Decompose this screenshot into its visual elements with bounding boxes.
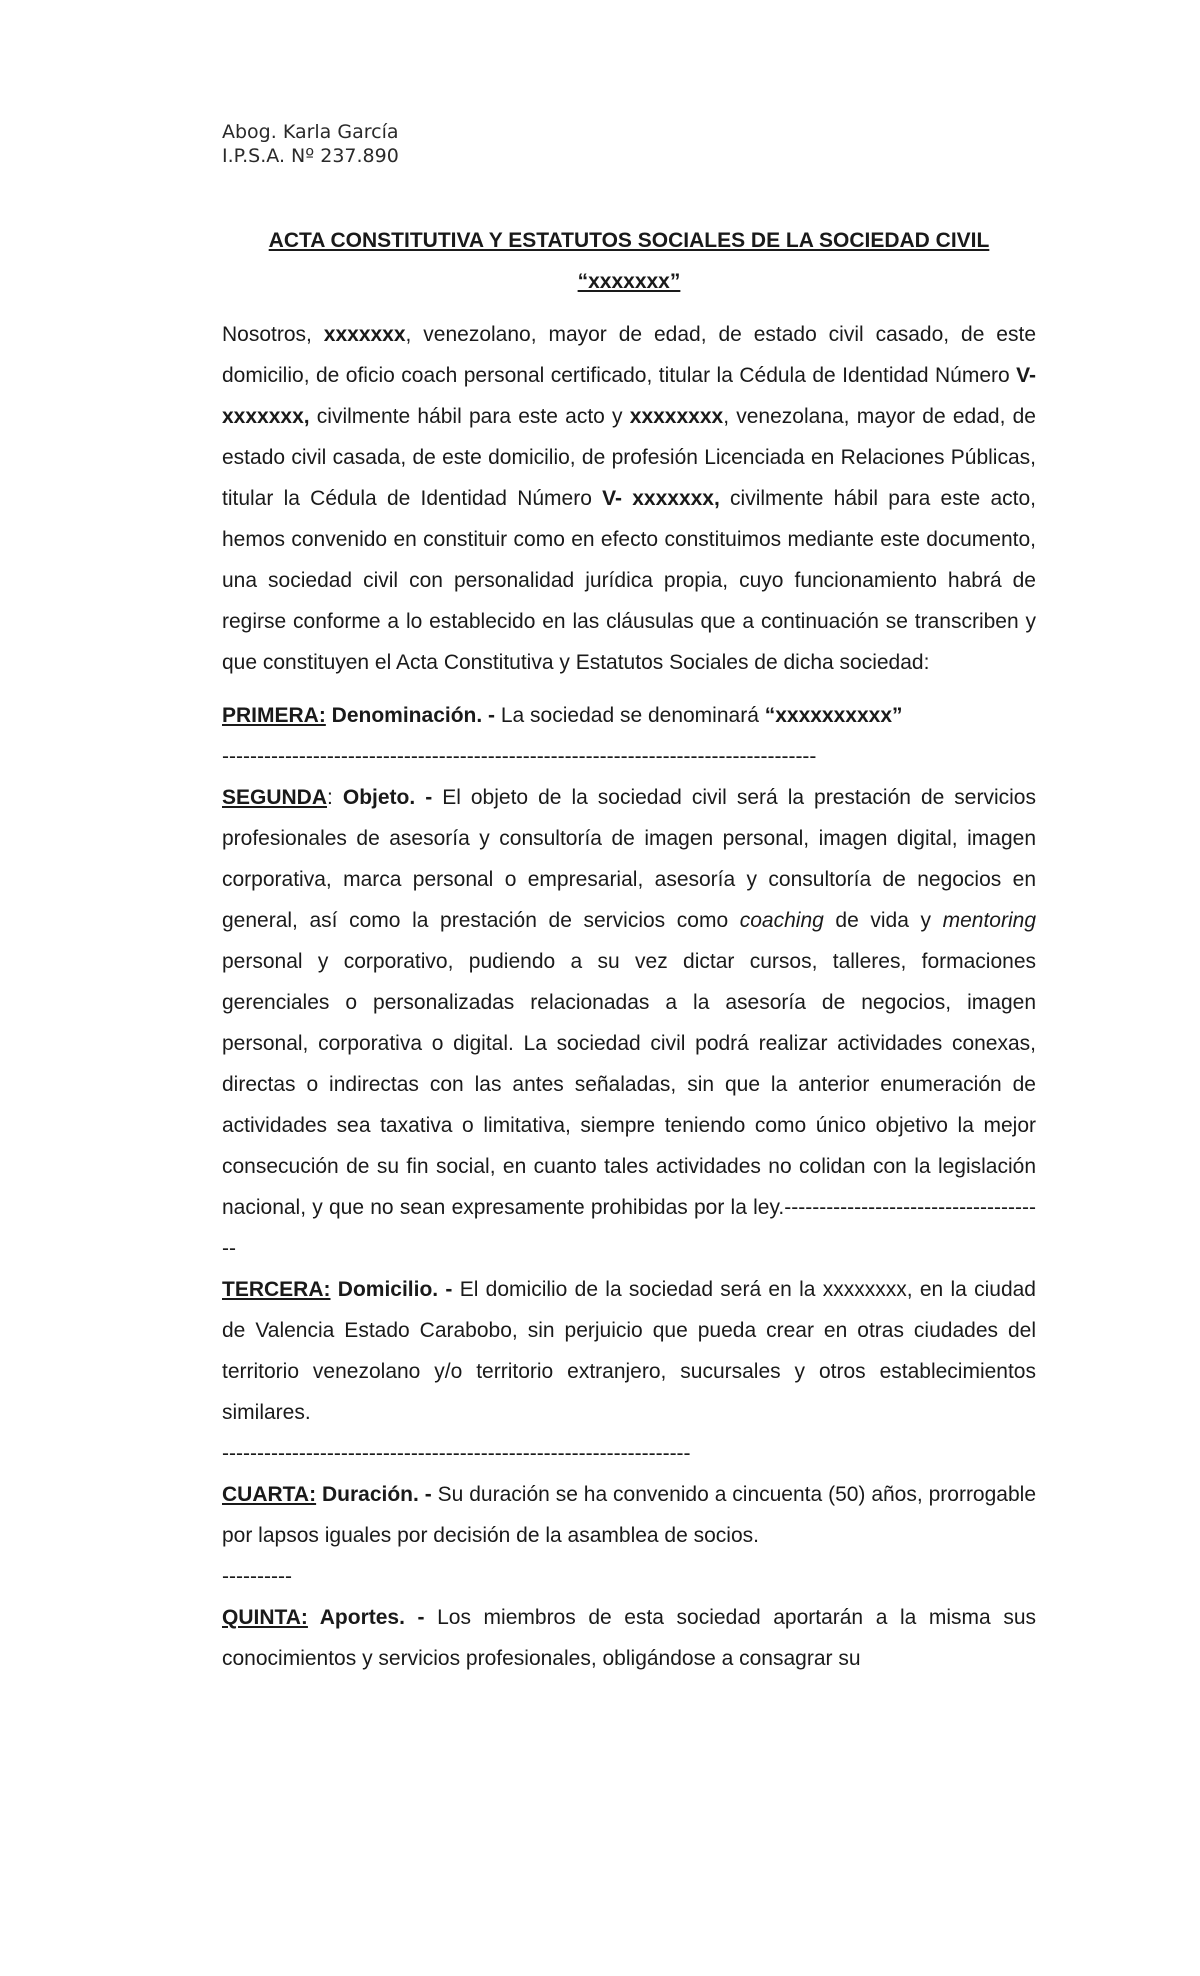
clause-heading: Denominación. - <box>325 704 496 727</box>
clause-text: Los miembros de esta sociedad aportarán a la misma sus conocimientos y servicios profesionales, obligándose a consagrar su <box>222 1606 1036 1670</box>
clause-label: TERCERA: <box>222 1278 331 1301</box>
title-line-1: ACTA CONSTITUTIVA Y ESTATUTOS SOCIALES DE LA SOCIEDAD CIVIL <box>268 229 990 252</box>
clause-heading: Domicilio. - <box>330 1278 453 1301</box>
clause-heading: Duración. - <box>316 1483 432 1506</box>
clause-text: de vida y <box>823 909 943 932</box>
intro-text: , venezolano, mayor de edad, de estado civil casado, de este domicilio, de oficio coach personal certificado, titular la Cédula de Identidad Número <box>222 323 1036 387</box>
clause-heading: Objeto. - <box>342 786 433 809</box>
dash-filler: ---------- <box>222 1565 292 1588</box>
clause-text: personal y corporativo, pudiendo a su vez dictar cursos, talleres, formaciones gerenciales o personalizadas relacionadas a la asesoría de negocios, imagen personal, corporativa o digital. La sociedad civil podrá realizar actividades conexas, directas o indirectas con las antes señaladas, sin que la anterior enumeración de actividades sea taxativa o limitativa, siempre teniendo como único objetivo la mejor consecución de su fin social, en cuanto tales actividades no colidan con la legislación nacional, y que no sean expresamente prohibidas por la ley.-------------------------------------- <box>222 950 1036 1260</box>
clause-label: PRIMERA: <box>222 704 326 727</box>
intro-party-1: xxxxxxx <box>323 323 406 346</box>
clause-text: El objeto de la sociedad civil será la prestación de servicios profesionales de asesoría y consultoría de imagen personal, imagen digital, imagen corporativa, marca personal o empresarial, asesoría y consultoría de negocios en general, así como la prestación de servicios como <box>222 786 1036 932</box>
intro-paragraph <box>222 314 1036 683</box>
clause-label: SEGUNDA <box>222 786 328 809</box>
clause-heading: Aportes. - <box>307 1606 425 1629</box>
author-name: Abog. Karla García <box>222 121 399 143</box>
intro-text: civilmente hábil para este acto y <box>309 405 630 428</box>
document-body <box>222 314 1036 1679</box>
letterhead <box>222 120 399 168</box>
title-line-2: “xxxxxxx” <box>577 270 681 293</box>
clause-segunda <box>222 777 1036 1269</box>
clause-quinta <box>222 1597 1036 1679</box>
intro-id-2: V- xxxxxxx, <box>602 487 720 510</box>
clause-label: CUARTA: <box>222 1483 317 1506</box>
intro-text: , venezolana, mayor de edad, de estado civil casada, de este domicilio, de profesión Licenciada en Relaciones Públicas, titular la Cédula de Identidad Número <box>222 405 1036 510</box>
intro-party-2: xxxxxxxx <box>629 405 724 428</box>
clause-tercera <box>222 1269 1036 1474</box>
clause-italic-term: mentoring <box>942 909 1036 932</box>
clause-text: El domicilio de la sociedad será en la xxxxxxxx, en la ciudad de Valencia Estado Carabobo, sin perjuicio que pueda crear en otras ciudades del territorio venezolano y/o territorio extranjero, sucursales y otros establecimientos similares. <box>222 1278 1036 1424</box>
clause-cuarta <box>222 1474 1036 1597</box>
dash-filler: ------------------------------------------------------------------------------------- <box>222 745 817 768</box>
registration-number: I.P.S.A. Nº 237.890 <box>222 145 399 167</box>
clause-text: La sociedad se denominará <box>495 704 765 727</box>
company-name: “xxxxxxxxxx” <box>764 704 903 727</box>
clause-label: QUINTA: <box>222 1606 308 1629</box>
clause-text: Su duración se ha convenido a cincuenta (50) años, prorrogable por lapsos iguales por decisión de la asamblea de socios. <box>222 1483 1036 1547</box>
clause-colon: : <box>327 786 343 809</box>
clause-primera <box>222 695 1036 777</box>
intro-id-1: V- xxxxxxx, <box>222 364 1036 428</box>
document-title <box>222 220 1036 302</box>
intro-text: civilmente hábil para este acto, hemos convenido en constituir como en efecto constituimos mediante este documento, una sociedad civil con personalidad jurídica propia, cuyo funcionamiento habrá de regirse conforme a lo establecido en las cláusulas que a continuación se transcriben y que constituyen el Acta Constitutiva y Estatutos Sociales de dicha sociedad: <box>222 487 1036 674</box>
intro-text: Nosotros, <box>222 323 324 346</box>
clause-italic-term: coaching <box>739 909 824 932</box>
dash-filler: ------------------------------------------------------------------- <box>222 1442 691 1465</box>
